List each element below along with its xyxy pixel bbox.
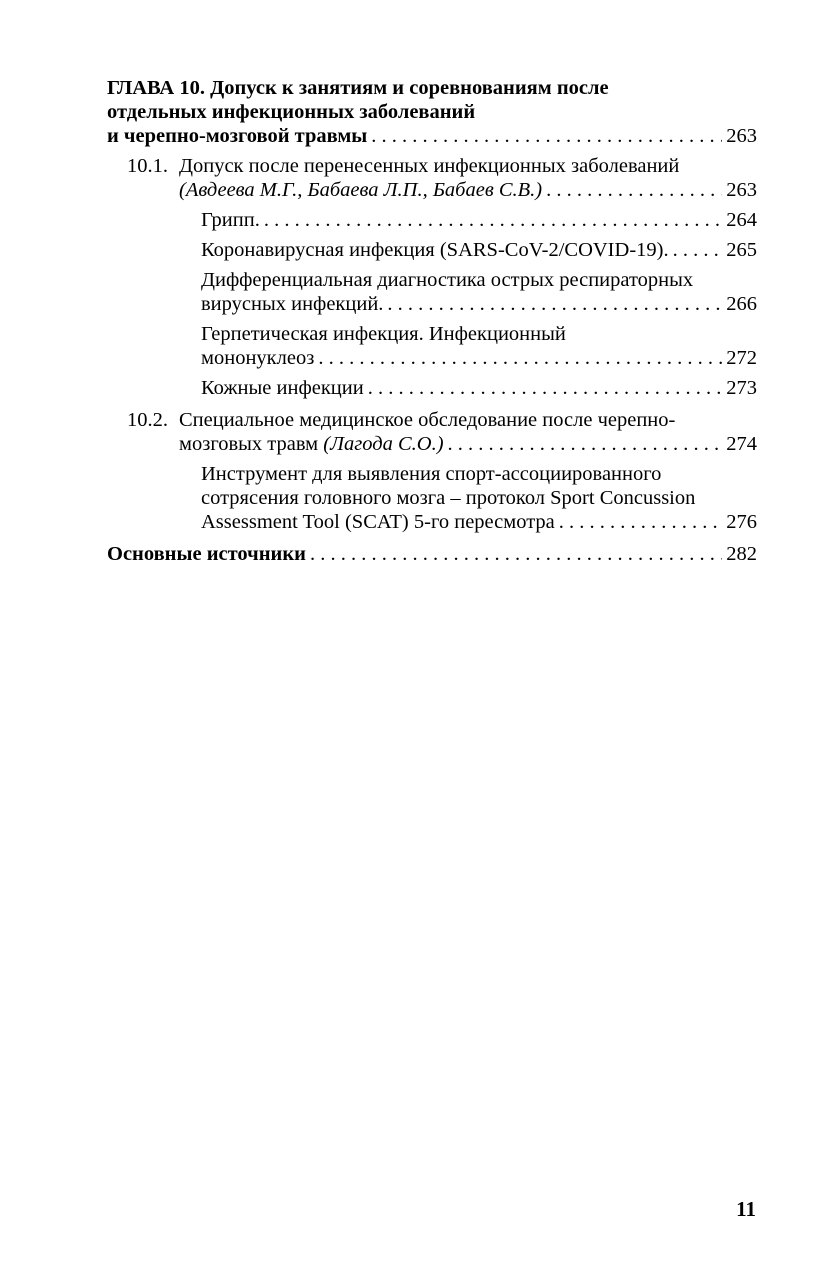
dot-leader [310, 542, 722, 566]
section-title-line: мозговых травм [179, 433, 319, 455]
section-title-line: Допуск после перенесенных инфекционных заболеваний [179, 155, 680, 177]
dot-leader [387, 292, 722, 316]
dot-leader [371, 124, 722, 148]
page-ref: 273 [726, 377, 757, 399]
chapter-title-line: и черепно-мозговой травмы [107, 125, 368, 147]
dot-leader [318, 346, 722, 370]
dot-leader [368, 376, 723, 400]
chapter-title-line: отдельных инфекционных заболеваний [107, 101, 476, 123]
subsection-title-line: вирусных инфекций. [201, 293, 384, 315]
subsection-entry-skin-infections[interactable] [107, 376, 757, 400]
subsection-entry-differential-diagnosis[interactable] [107, 268, 757, 316]
subsection-entry-flu[interactable] [107, 208, 757, 232]
subsection-title-line: Assessment Tool (SCAT) 5-го пересмотра [201, 511, 555, 533]
subsection-title-line: сотрясения головного мозга – протокол Sport Concussion [201, 487, 696, 509]
subsection-title-line: Коронавирусная инфекция (SARS-CoV-2/COVID-19). [201, 239, 669, 261]
chapter-10-entry[interactable] [107, 76, 757, 148]
sources-entry[interactable] [107, 542, 757, 566]
page-ref: 265 [726, 239, 757, 261]
page-ref: 263 [726, 179, 757, 201]
page-ref: 282 [726, 543, 757, 565]
page-ref: 272 [726, 347, 757, 369]
page-ref: 266 [726, 293, 757, 315]
dot-leader [673, 238, 723, 262]
section-10-2-entry[interactable] [107, 408, 757, 456]
subsection-title-line: Кожные инфекции [201, 377, 364, 399]
subsection-title-line: Грипп. [201, 209, 260, 231]
dot-leader [546, 178, 722, 202]
dot-leader [448, 432, 723, 456]
table-of-contents [107, 76, 757, 566]
section-number: 10.1. [127, 155, 168, 177]
subsection-entry-scat5[interactable] [107, 462, 757, 534]
section-title-line: Специальное медицинское обследование после черепно- [179, 409, 676, 431]
page-ref: 276 [726, 511, 757, 533]
section-10-1-entry[interactable] [107, 154, 757, 202]
subsection-entry-coronavirus[interactable] [107, 238, 757, 262]
subsection-title-line: Инструмент для выявления спорт-ассоциированного [201, 463, 662, 485]
page-number: 11 [736, 1197, 756, 1221]
page-ref: 274 [726, 433, 757, 455]
subsection-entry-herpes[interactable] [107, 322, 757, 370]
section-number: 10.2. [127, 409, 168, 431]
subsection-title-line: Дифференциальная диагностика острых респираторных [201, 269, 694, 291]
page-ref: 263 [726, 125, 757, 147]
subsection-title-line: Герпетическая инфекция. Инфекционный [201, 323, 566, 345]
chapter-title-line: ГЛАВА 10. Допуск к занятиям и соревнованиям после [107, 77, 609, 99]
dot-leader [559, 510, 722, 534]
subsection-title-line: мононуклеоз [201, 347, 315, 369]
section-authors: (Лагода С.О.) [323, 433, 444, 455]
page-ref: 264 [726, 209, 757, 231]
section-authors: (Авдеева М.Г., Бабаева Л.П., Бабаев С.В.) [179, 179, 543, 201]
dot-leader [264, 208, 722, 232]
sources-label: Основные источники [107, 543, 306, 565]
